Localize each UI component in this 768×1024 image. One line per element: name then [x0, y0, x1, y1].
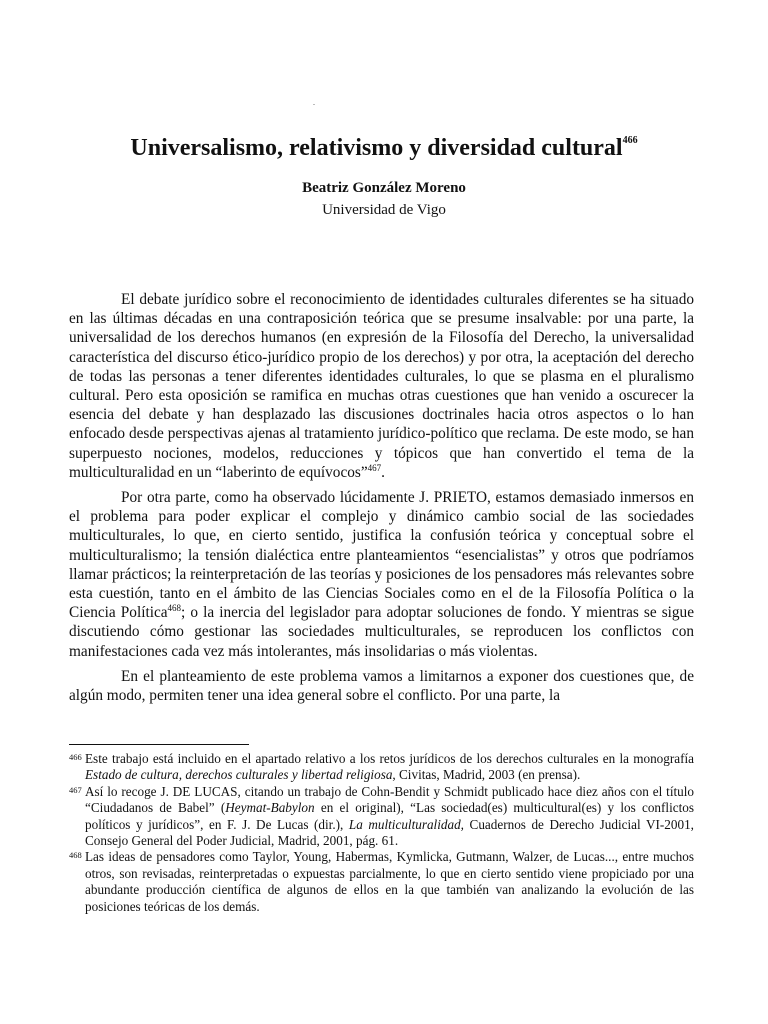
body-text	[69, 290, 694, 711]
page-title	[60, 126, 708, 163]
footnote-number: 468	[69, 850, 82, 861]
author-affiliation: Universidad de Vigo	[322, 202, 446, 218]
footnote-468: 468 Las ideas de pensadores como Taylor, Young, Habermas, Kymlicka, Gutmann, Walzer, de Lucas..., entre muchos otros, son revisadas, reinterpretadas o expuestas parcialmente, lo que en cierto sentido viene propiciado por una abundante producción científica de algunos de ellos en la que también van analizando la evolución de las posiciones teóricas de los demás.	[69, 849, 694, 914]
footnote-number: 467	[69, 784, 82, 795]
footnote-number: 466	[69, 752, 82, 762]
paragraph-3: En el planteamiento de este problema vamos a limitarnos a exponer dos cuestiones que, de algún modo, permiten tener una idea general sobre el conflicto. Por una parte, la	[69, 667, 694, 705]
footnote-ref-467: 467	[367, 462, 382, 473]
footnote-separator	[69, 744, 249, 745]
footnotes	[69, 751, 694, 915]
footnote-466: 466 Este trabajo está incluido en el apartado relativo a los retos jurídicos de los derechos culturales en la monografía Estado de cultura, derechos culturales y libertad religiosa, Civitas, Madrid, 2003 (en prensa).	[69, 751, 694, 783]
scan-speck	[313, 104, 315, 105]
paragraph-2: Por otra parte, como ha observado lúcidamente J. PRIETO, estamos demasiado inmersos en el problema para poder explicar el complejo y dinámico cambio social de las sociedades multiculturales, lo que, en cierto sentido, justifica la confusión teórica y conceptual sobre el multiculturalismo; la tensión dialéctica entre planteamientos “esencialistas” y otros que podríamos llamar prácticos; la reinterpretación de las teorías y posiciones de los pensadores más relevantes sobre esta cuestión, tanto en el ámbito de las Ciencias Sociales como en el de la Filosofía Política o la Ciencia Política$^{468}$; o la inercia del legislador para adoptar soluciones de fondo. Y mientras se sigue discutiendo cómo gestionar las sociedades multiculturales, se reproducen los conflictos con manifestaciones cada vez más intolerantes, más insolidarias o más violentas.	[69, 489, 694, 660]
paragraph-1: El debate jurídico sobre el reconocimiento de identidades culturales diferentes se ha situado en las últimas décadas en una contraposición teórica que se presume insalvable: por una parte, la universalidad de los derechos humanos (en expresión de la Filosofía del Derecho, la universalidad característica del discurso ético-jurídico propio de los derechos) y por otra, la aceptación del derecho de todas las personas a tener diferentes identidades culturales, lo que se plasma en el pluralismo cultural. Pero esta oposición se ramifica en muchas otras cuestiones que han venido a oscurecer la esencia del debate y han desplazado las discusiones doctrinales hacia otros aspectos o lo han enfocado desde perspectivas ajenas al tratamiento jurídico-político que reclama. De este modo, se han superpuesto nociones, modelos, reducciones y tópicos que han convertido el tema de la multiculturalidad en un “laberinto de equívocos”$^{467}$.	[69, 291, 694, 481]
author-name: Beatriz González Moreno	[302, 180, 466, 196]
title-text: Universalismo, relativismo y diversidad cultural	[130, 135, 623, 161]
title-footnote-ref: 466	[622, 135, 638, 146]
footnote-ref-468: 468	[167, 603, 182, 614]
footnote-467: 467 Así lo recoge J. DE LUCAS, citando un trabajo de Cohn-Bendit y Schmidt publicado hace diez años con el título “Ciudadanos de Babel” (Heymat-Babylon en el original), “Las sociedad(es) multicultural(es) y los conflictos políticos y jurídicos”, en F. J. De Lucas (dir.), La multiculturalidad, Cuadernos de Derecho Judicial VI-2001, Consejo General del Poder Judicial, Madrid, 2001, pág. 61.	[69, 783, 694, 849]
